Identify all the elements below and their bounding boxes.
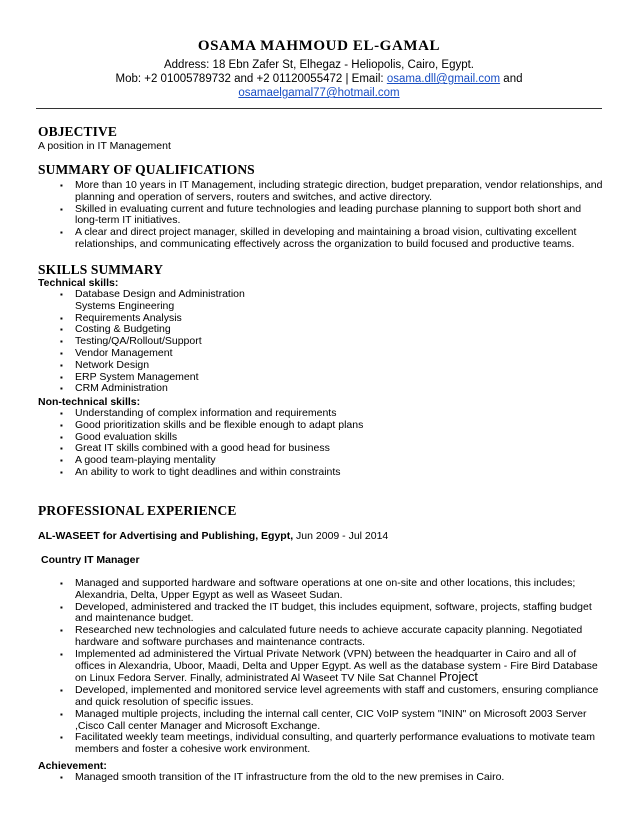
objective-heading: OBJECTIVE xyxy=(38,124,117,139)
summary-list xyxy=(38,180,604,251)
list-item: ▪ Network Design xyxy=(38,360,604,372)
list-item: ▪ Managed smooth transition of the IT infrastructure from the old to the new premises in Cairo. xyxy=(38,772,604,784)
list-item: ▪ Understanding of complex information and requirements xyxy=(38,408,604,420)
experience-list xyxy=(38,578,604,756)
achievement-list xyxy=(38,772,604,784)
header-divider xyxy=(36,108,602,109)
email-link-gmail[interactable]: osama.dll@gmail.com xyxy=(386,73,501,85)
list-item: ▪ Requirements Analysis xyxy=(38,313,604,325)
nontechnical-skills-label: Non-technical skills: xyxy=(38,396,141,408)
list-item: ▪ Good evaluation skills xyxy=(38,432,604,444)
list-item: ▪ Facilitated weekly team meetings, individual consulting, and quarterly performance evaluations to motivate team members and foster a cohesive work environment. xyxy=(38,732,604,756)
list-item: ▪ CRM Administration xyxy=(38,383,604,395)
technical-skills-list xyxy=(38,289,604,395)
vpn-item-text: Implemented ad administered the Virtual Private Network (VPN) between the headquarter in Cairo and all of offices in Alexandria, Uboor, Maadi, Delta and Upper Egypt. As well as the database system - Fire Bird Database on Linux Fedora Server. Finally, administrated Al Waseet TV Nile Sat Channel xyxy=(75,647,598,685)
email-link-hotmail[interactable]: osamaelgamal77@hotmail.com xyxy=(238,87,400,99)
list-item: ▪ An ability to work to tight deadlines and within constraints xyxy=(38,467,604,479)
list-item: ▪ ERP System Management xyxy=(38,372,604,384)
summary-heading: SUMMARY OF QUALIFICATIONS xyxy=(38,162,255,177)
nontechnical-skills-list xyxy=(38,408,604,479)
list-item xyxy=(38,649,604,685)
phone-text: Mob: +2 01005789732 and +2 01120055472 | Email: xyxy=(115,73,387,85)
list-item: ▪ Vendor Management xyxy=(38,348,604,360)
list-item: Systems Engineering xyxy=(75,299,175,312)
list-item: ▪ Great IT skills combined with a good head for business xyxy=(38,443,604,455)
and-text: and xyxy=(500,73,523,85)
list-item: ▪ Skilled in evaluating current and future technologies and leading purchase planning to support both short and long-term IT initiatives. xyxy=(38,204,604,228)
achievement-label: Achievement: xyxy=(38,760,107,772)
candidate-name: OSAMA MAHMOUD EL-GAMAL xyxy=(197,38,441,54)
list-item: ▪ Good prioritization skills and be flexible enough to adapt plans xyxy=(38,420,604,432)
objective-text: A position in IT Management xyxy=(38,140,171,152)
address-line: Address: 18 Ebn Zafer St, Elhegaz - Heliopolis, Cairo, Egypt. xyxy=(163,59,474,71)
email-line-2 xyxy=(0,86,638,100)
list-item: ▪ Developed, administered and tracked the IT budget, this includes equipment, software, projects, staffing budget and maintenance budget. xyxy=(38,602,604,626)
list-item: ▪ A clear and direct project manager, skilled in developing and maintaining a broad vision, cultivating excellent relationships, and communicating effectively across the organization to build focused and productive teams. xyxy=(38,227,604,251)
list-item: ▪ More than 10 years in IT Management, including strategic direction, budget preparation, vendor relationships, and planning and operation of servers, routers and switches, and active directory. xyxy=(38,180,604,204)
list-item: ▪ Costing & Budgeting xyxy=(38,324,604,336)
list-item: ▪ A good team-playing mentality xyxy=(38,455,604,467)
phone-email-line xyxy=(0,72,638,86)
skills-heading: SKILLS SUMMARY xyxy=(38,262,164,277)
company-name: AL-WASEET for Advertising and Publishing, Egypt, xyxy=(38,530,294,542)
list-item: ▪ Researched new technologies and calculated future needs to achieve accurate capacity planning. Negotiated hardware and software purchases and maintenance contracts. xyxy=(38,625,604,649)
list-item: ▪ Managed and supported hardware and software operations at one on-site and other locations, this includes; Alexandria, Delta, Upper Egypt as well as Waseet Sudan. xyxy=(38,578,604,602)
list-item: ▪ Developed, implemented and monitored service level agreements with staff and customers, ensuring compliance and quick resolution of specific issues. xyxy=(38,685,604,709)
list-item: ▪ Database Design and Administration xyxy=(38,289,604,301)
vpn-item-tail: Project xyxy=(439,670,478,685)
company-line xyxy=(38,530,388,542)
list-item: ▪ Managed multiple projects, including the internal call center, CIC VoIP system "ININ" on Microsoft 2003 Server ,Cisco Call center Manager and Microsoft Exchange. xyxy=(38,709,604,733)
job-title: Country IT Manager xyxy=(41,554,140,566)
technical-skills-label: Technical skills: xyxy=(38,277,119,289)
employment-dates: Jun 2009 - Jul 2014 xyxy=(293,530,389,542)
experience-heading: PROFESSIONAL EXPERIENCE xyxy=(38,503,237,518)
list-item: ▪ Testing/QA/Rollout/Support xyxy=(38,336,604,348)
